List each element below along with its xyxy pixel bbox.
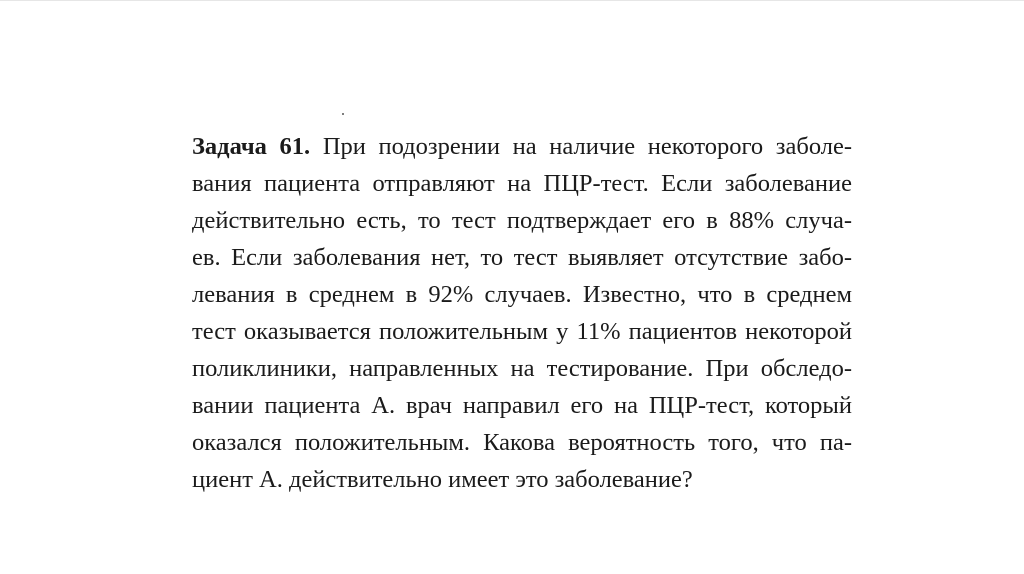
top-border [0, 0, 1024, 1]
task-line-1 [192, 128, 852, 165]
task-line-9: оказался положительным. Какова вероятность того, что па- [192, 429, 852, 456]
task-line-5: левания в среднем в 92% случаев. Известно, что в среднем [192, 281, 852, 308]
task-line-2: вания пациента отправляют на ПЦР-тест. Если заболевание [192, 170, 852, 197]
task-text [192, 128, 852, 498]
task-label: Задача 61. [192, 133, 311, 160]
task-line-text: При подозрении на наличие некоторого заболе- [322, 133, 852, 160]
task-line-6: тест оказывается положительным у 11% пациентов некоторой [192, 318, 852, 345]
task-line-4: ев. Если заболевания нет, то тест выявляет отсутствие забо- [192, 244, 852, 271]
task-line-8: вании пациента А. врач направил его на ПЦР-тест, который [192, 392, 852, 419]
speck-mark [342, 113, 344, 115]
task-line-3: действительно есть, то тест подтверждает его в 88% случа- [192, 207, 852, 234]
task-line-7: поликлиники, направленных на тестирование. При обследо- [192, 355, 852, 382]
task-line-10: циент А. действительно имеет это заболевание? [192, 466, 693, 493]
